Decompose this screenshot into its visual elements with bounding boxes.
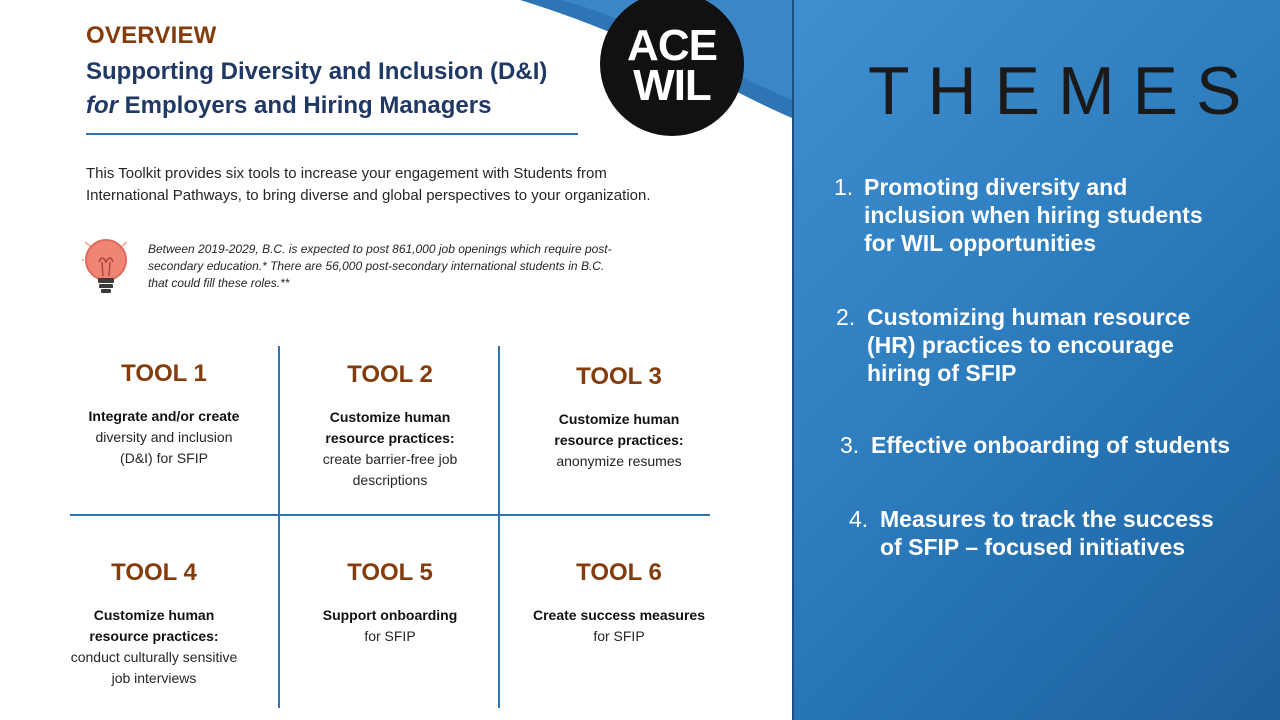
themes-panel [792, 0, 1280, 720]
theme-line: for WIL opportunities [864, 230, 1097, 256]
tool-line: descriptions [352, 472, 428, 488]
theme-item-4 [849, 505, 1279, 561]
tool-heading: TOOL 2 [347, 361, 433, 388]
theme-item-2 [836, 303, 1276, 387]
tool-description [509, 409, 729, 472]
tool-line: create barrier-free job [322, 451, 458, 467]
theme-item-1 [834, 173, 1274, 257]
tool-bold-line: Support onboarding [322, 607, 458, 623]
stat-line-3: that could fill these roles.** [148, 276, 290, 290]
tool-card-5 [280, 559, 500, 647]
intro-line-1: This Toolkit provides six tools to increase your engagement with Students from [86, 165, 607, 182]
theme-line: inclusion when hiring students [864, 202, 1203, 228]
tool-card-4 [44, 559, 264, 689]
theme-line: (HR) practices to encourage [867, 332, 1174, 358]
title-divider [86, 133, 578, 135]
tool-line: anonymize resumes [556, 453, 682, 469]
tool-card-3 [509, 363, 729, 472]
lightbulb-icon [82, 236, 136, 302]
tool-bold-line: Customize human [93, 607, 215, 623]
theme-line: Customizing human resource [867, 304, 1191, 330]
tool-heading: TOOL 1 [121, 360, 207, 387]
theme-number: 4. [849, 506, 869, 532]
overview-heading: OVERVIEW [86, 22, 217, 49]
tool-bold-line: resource practices: [325, 430, 455, 446]
tool-heading: TOOL 4 [111, 559, 197, 586]
tool-heading: TOOL 3 [576, 363, 662, 390]
tool-bold-line: resource practices: [89, 628, 219, 644]
tool-description [280, 605, 500, 647]
document-title-line-1: Supporting Diversity and Inclusion (D&I) [86, 58, 548, 85]
title-italic-for: for [86, 92, 118, 119]
theme-number: 1. [834, 174, 854, 200]
logo-text-line-1: ACE [627, 21, 717, 70]
tool-card-2 [280, 361, 500, 491]
tool-line: for SFIP [593, 628, 645, 644]
tool-description [44, 605, 264, 689]
theme-item-3 [840, 431, 1280, 459]
tool-line: job interviews [111, 670, 197, 686]
themes-title: THEMES [868, 53, 1260, 129]
stat-line-1: Between 2019-2029, B.C. is expected to post 861,000 job openings which require post- [148, 242, 612, 256]
theme-line: hiring of SFIP [867, 360, 1017, 386]
theme-number: 3. [840, 432, 860, 458]
theme-line: Promoting diversity and [864, 174, 1128, 200]
tool-line: for SFIP [364, 628, 416, 644]
tool-card-1 [54, 360, 274, 469]
tool-bold-line: Integrate and/or create [88, 408, 240, 424]
tool-heading: TOOL 6 [576, 559, 662, 586]
statistic-callout [148, 241, 708, 292]
tool-heading: TOOL 5 [347, 559, 433, 586]
intro-paragraph [86, 163, 726, 207]
tool-line: conduct culturally sensitive [70, 649, 238, 665]
theme-line: Effective onboarding of students [871, 432, 1231, 458]
tool-bold-line: Customize human [329, 409, 451, 425]
tool-card-6 [509, 559, 729, 647]
logo-text-line-2: WIL [633, 61, 711, 110]
tool-line: diversity and inclusion [95, 429, 233, 445]
tool-bold-line: Create success measures [532, 607, 705, 623]
title-line-2-rest: Employers and Hiring Managers [118, 92, 492, 119]
grid-divider-horizontal [70, 514, 710, 516]
tool-description [509, 605, 729, 647]
tool-line: (D&I) for SFIP [120, 450, 208, 466]
theme-line: of SFIP – focused initiatives [880, 534, 1186, 560]
tool-bold-line: resource practices: [554, 432, 684, 448]
tool-description [280, 407, 500, 491]
document-title-line-2 [86, 92, 491, 120]
tool-bold-line: Customize human [558, 411, 680, 427]
tool-description [54, 406, 274, 469]
theme-number: 2. [836, 304, 856, 330]
theme-line: Measures to track the success [880, 506, 1214, 532]
stat-line-2: secondary education.* There are 56,000 post-secondary international students in B.C. [148, 259, 605, 273]
intro-line-2: International Pathways, to bring diverse and global perspectives to your organization. [86, 187, 651, 204]
